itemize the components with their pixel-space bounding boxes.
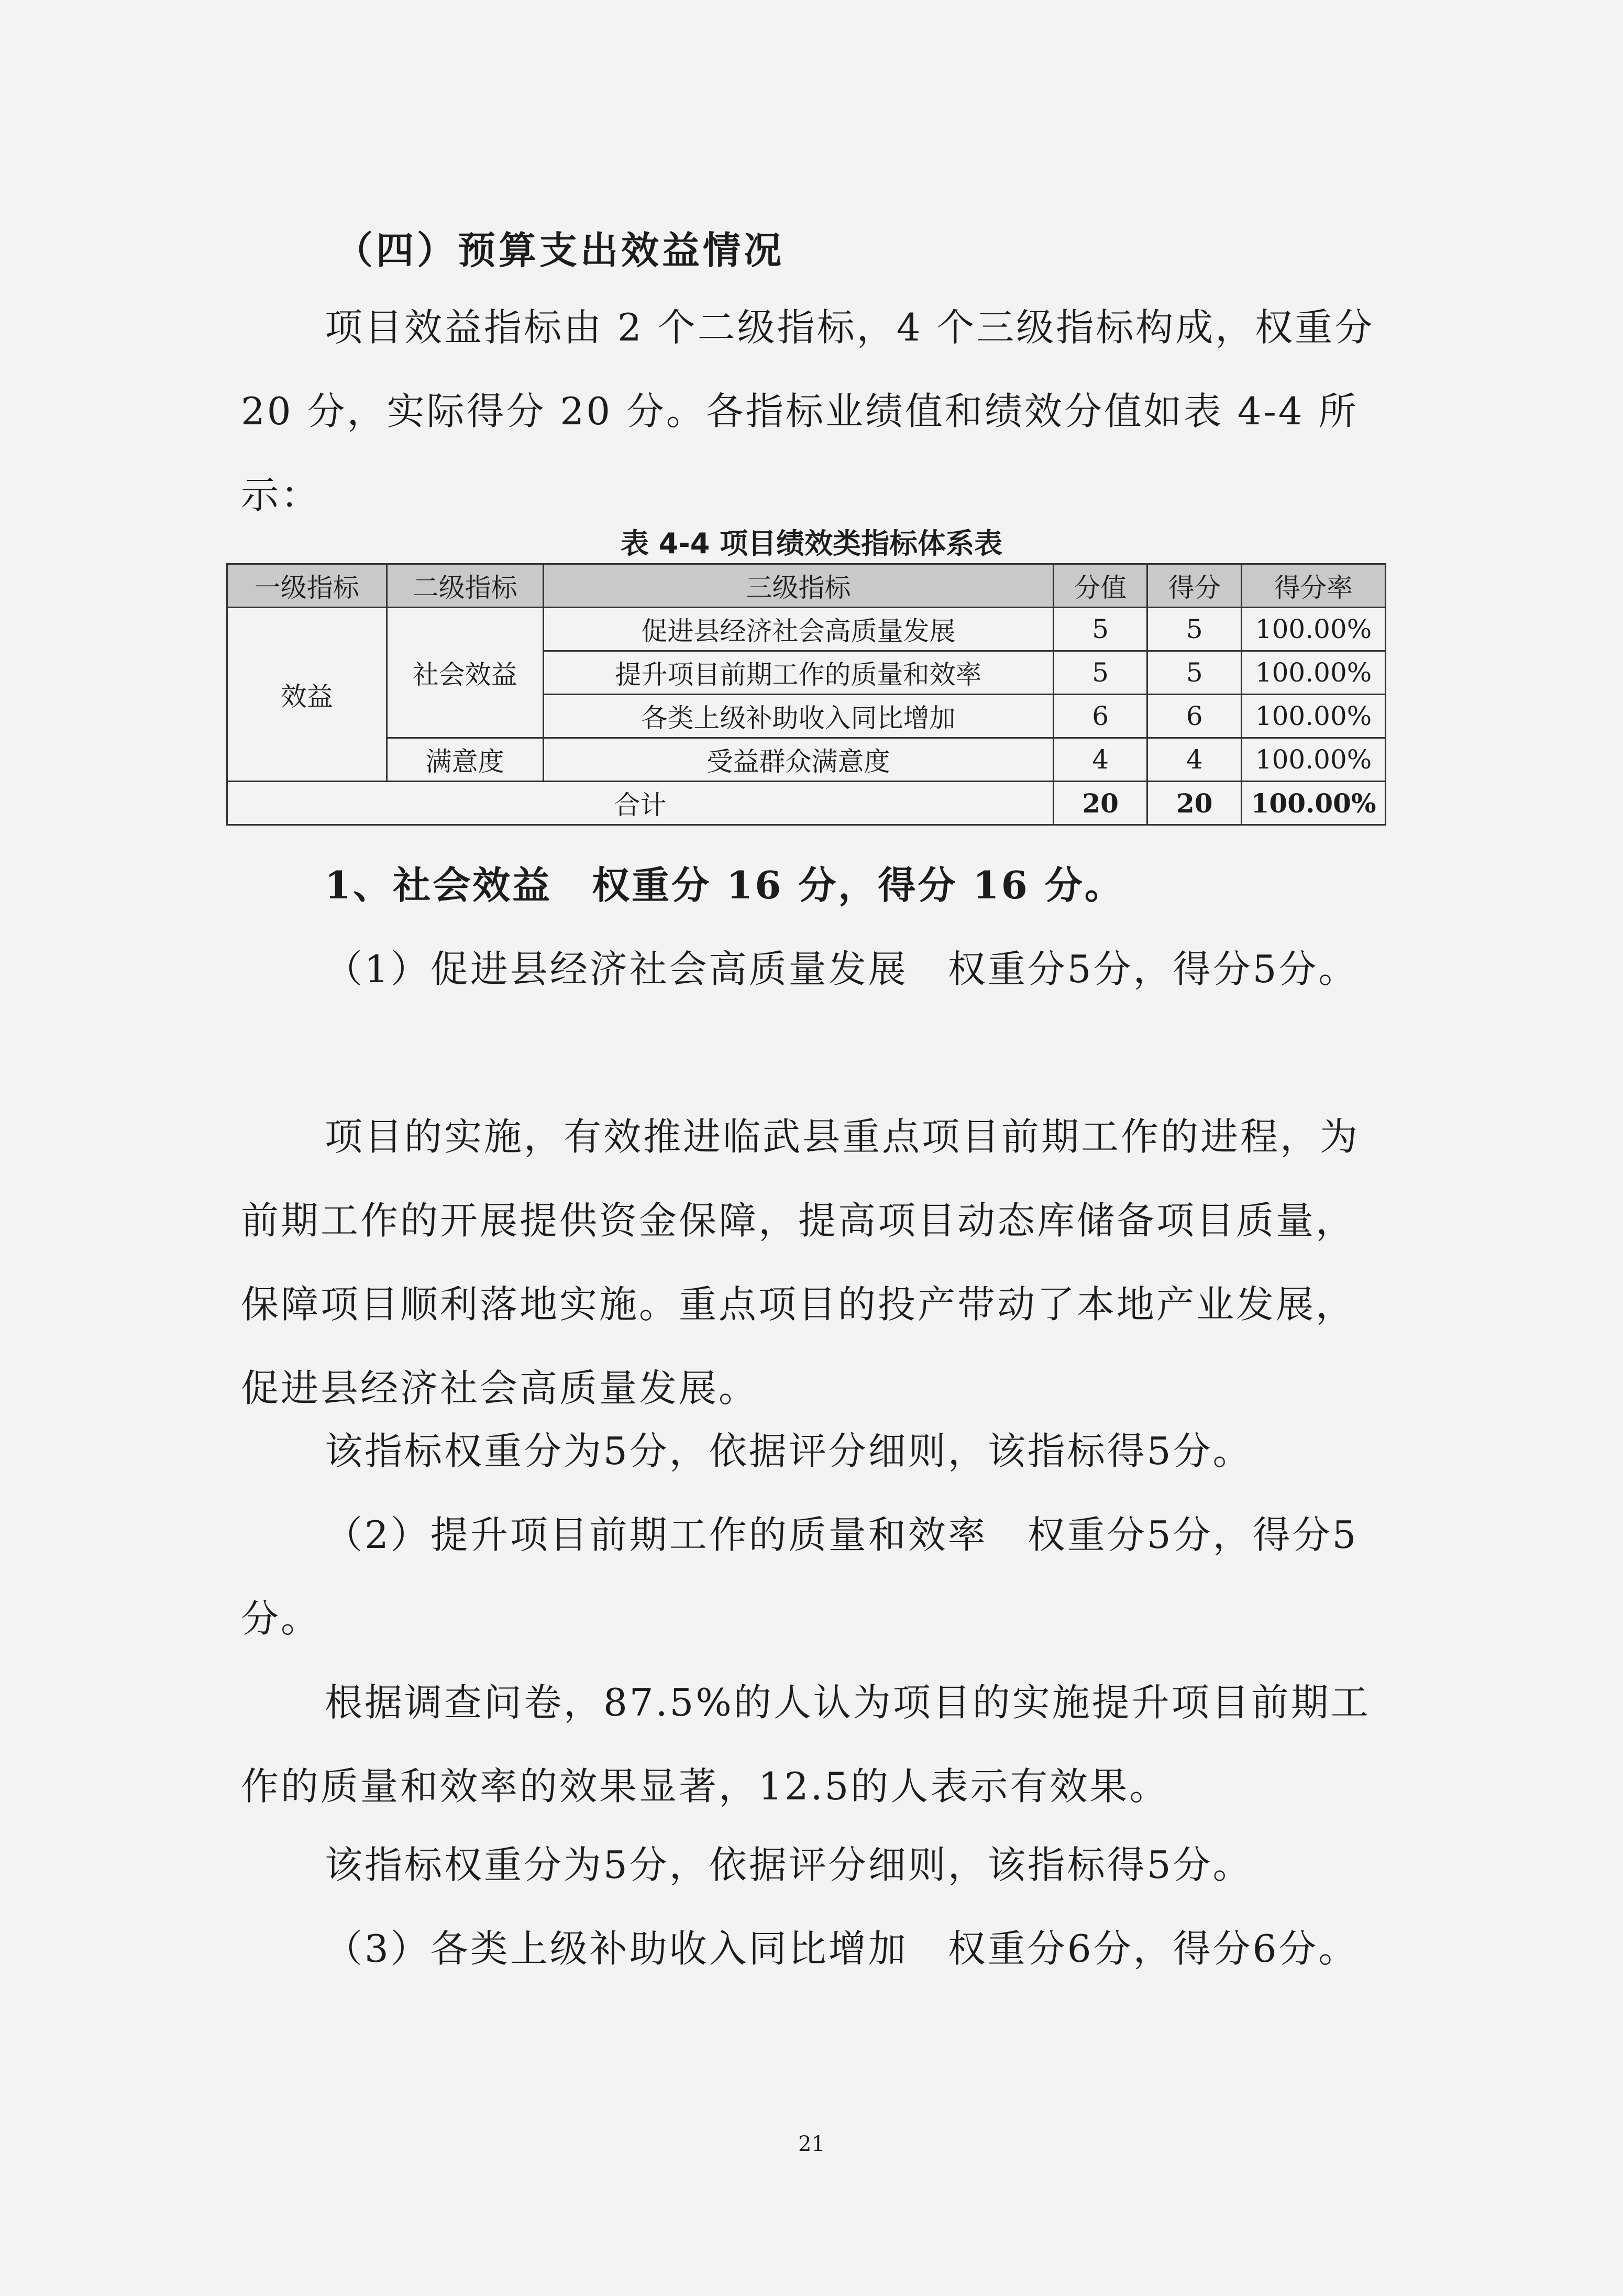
cell-score: 5 — [1147, 608, 1242, 651]
metrics-table — [226, 563, 1386, 826]
header-level3: 三级指标 — [544, 564, 1054, 608]
section-heading: （四）预算支出效益情况 — [335, 228, 785, 272]
item-2-score: 该指标权重分为5分，依据评分细则，该指标得5分。 — [325, 1843, 1253, 1887]
cell-level3: 提升项目前期工作的质量和效率 — [544, 651, 1054, 695]
cell-rate: 100.00% — [1242, 608, 1386, 651]
cell-value: 5 — [1053, 651, 1147, 695]
cell-rate: 100.00% — [1242, 738, 1386, 782]
cell-level1: 效益 — [227, 608, 387, 782]
cell-total-score: 20 — [1147, 782, 1242, 825]
cell-value: 6 — [1053, 695, 1147, 738]
page-number: 21 — [798, 2132, 825, 2156]
item-1-body: 项目的实施，有效推进临武县重点项目前期工作的进程，为前期工作的开展提供资金保障，提高项目动态库储备项目质量，保障项目顺利落地实施。重点项目的投产带动了本地产业发展，促进县经济社会高质量发展。 — [241, 1115, 1360, 1410]
intro-paragraph: 项目效益指标由 2 个二级指标，4 个三级指标构成，权重分 20 分，实际得分 20 分。各指标业绩值和绩效分值如表 4-4 所示： — [241, 305, 1375, 517]
cell-level3: 促进县经济社会高质量发展 — [544, 608, 1054, 651]
item-2-body: 根据调查问卷，87.5%的人认为项目的实施提升项目前期工作的质量和效率的效果显著，12.5的人表示有效果。 — [241, 1680, 1371, 1808]
cell-score: 4 — [1147, 738, 1242, 782]
table-row — [227, 608, 1386, 651]
cell-level2: 社会效益 — [387, 608, 544, 738]
table-row — [227, 738, 1386, 782]
cell-level3: 各类上级补助收入同比增加 — [544, 695, 1054, 738]
cell-score: 5 — [1147, 651, 1242, 695]
table-header-row — [227, 564, 1386, 608]
item-2-title: （2）提升项目前期工作的质量和效率 权重分5分，得分5分。 — [241, 1513, 1359, 1641]
cell-total-rate: 100.00% — [1242, 782, 1386, 825]
item-1-score: 该指标权重分为5分，依据评分细则，该指标得5分。 — [325, 1429, 1253, 1473]
cell-score: 6 — [1147, 695, 1242, 738]
cell-level3: 受益群众满意度 — [544, 738, 1054, 782]
cell-total-label: 合计 — [227, 782, 1054, 825]
cell-total-value: 20 — [1053, 782, 1147, 825]
cell-rate: 100.00% — [1242, 651, 1386, 695]
subheading-social-benefit: 1、社会效益 权重分 16 分，得分 16 分。 — [325, 863, 1124, 907]
header-level1: 一级指标 — [227, 564, 387, 608]
cell-rate: 100.00% — [1242, 695, 1386, 738]
table-total-row — [227, 782, 1386, 825]
item-1-title: （1）促进县经济社会高质量发展 权重分5分，得分5分。 — [325, 947, 1359, 991]
header-level2: 二级指标 — [387, 564, 544, 608]
cell-value: 5 — [1053, 608, 1147, 651]
table-caption: 表 4-4 项目绩效类指标体系表 — [620, 527, 1003, 560]
cell-value: 4 — [1053, 738, 1147, 782]
item-3-title: （3）各类上级补助收入同比增加 权重分6分，得分6分。 — [325, 1927, 1359, 1971]
cell-level2: 满意度 — [387, 738, 544, 782]
header-value: 分值 — [1053, 564, 1147, 608]
header-score: 得分 — [1147, 564, 1242, 608]
header-rate: 得分率 — [1242, 564, 1386, 608]
